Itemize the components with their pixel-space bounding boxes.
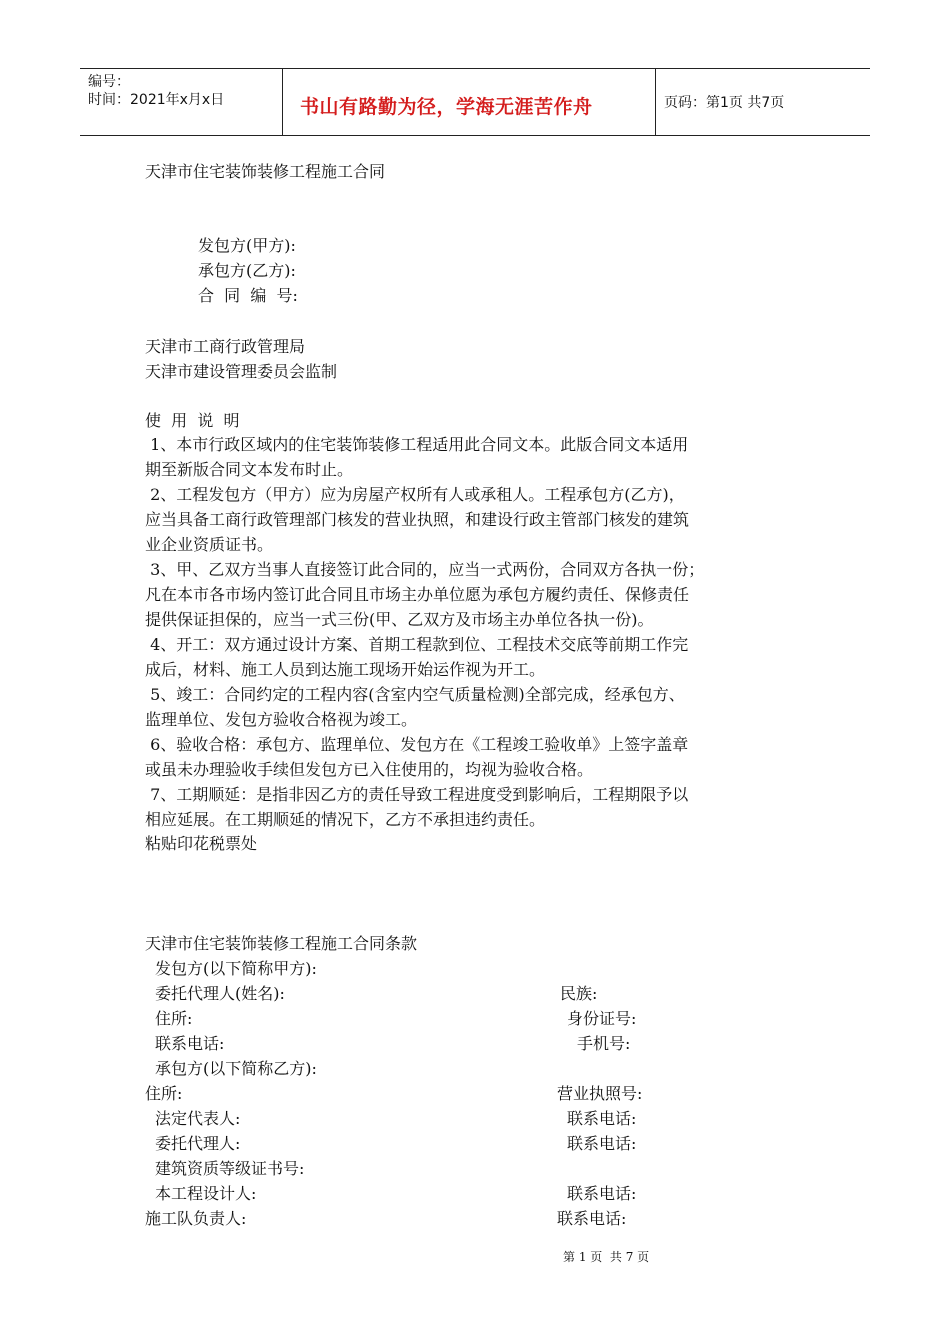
instruction-line: 6、验收合格：承包方、监理单位、发包方在《工程竣工验收单》上签字盖章 xyxy=(145,735,689,754)
term-left-label: 联系电话: xyxy=(155,1034,225,1053)
header-divider-left xyxy=(282,68,283,135)
term-left-label: 施工队负责人: xyxy=(145,1209,247,1228)
instruction-line: 相应延展。在工期顺延的情况下，乙方不承担违约责任。 xyxy=(145,810,546,829)
issuing-org-1: 天津市工商行政管理局 xyxy=(145,337,306,356)
term-right-label: 联系电话: xyxy=(567,1134,637,1153)
term-right-label: 联系电话: xyxy=(567,1109,637,1128)
term-left-label: 本工程设计人: xyxy=(155,1184,257,1203)
instruction-line: 或虽未办理验收手续但发包方已入住使用的，均视为验收合格。 xyxy=(145,760,594,779)
term-right-label: 民族: xyxy=(560,984,598,1003)
party-b-label: 承包方(乙方): xyxy=(198,261,296,280)
terms-title: 天津市住宅装饰装修工程施工合同条款 xyxy=(145,934,418,953)
doc-date-label: 时间：2021年x月x日 xyxy=(88,92,225,108)
contract-number-label: 合 同 编 号: xyxy=(198,286,298,305)
instruction-line: 4、开工：双方通过设计方案、首期工程款到位、工程技术交底等前期工作完 xyxy=(145,635,689,654)
instruction-line: 1、本市行政区域内的住宅装饰装修工程适用此合同文本。此版合同文本适用 xyxy=(145,435,689,454)
instruction-line: 期至新版合同文本发布时止。 xyxy=(145,460,354,479)
party-a-label: 发包方(甲方): xyxy=(198,236,296,255)
header-bottom-rule xyxy=(80,135,870,136)
term-left-label: 委托代理人: xyxy=(155,1134,241,1153)
instruction-line: 3、甲、乙双方当事人直接签订此合同的，应当一式两份，合同双方各执一份； xyxy=(145,560,705,579)
header-motto: 书山有路勤为径，学海无涯苦作舟 xyxy=(300,96,593,118)
term-left-label: 住所: xyxy=(145,1084,183,1103)
instruction-line: 2、工程发包方（甲方）应为房屋产权所有人或承租人。工程承包方(乙方)， xyxy=(145,485,685,504)
term-right-label: 联系电话: xyxy=(567,1184,637,1203)
page-indicator: 页码：第1页 共7页 xyxy=(664,95,785,111)
header-divider-right xyxy=(655,68,656,135)
term-right-label: 身份证号: xyxy=(567,1009,637,1028)
term-right-label: 手机号: xyxy=(577,1034,631,1053)
instruction-line: 业企业资质证书。 xyxy=(145,535,274,554)
instruction-line: 5、竣工：合同约定的工程内容(含室内空气质量检测)全部完成，经承包方、 xyxy=(145,685,685,704)
instruction-line: 监理单位、发包方验收合格视为竣工。 xyxy=(145,710,418,729)
term-left-label: 建筑资质等级证书号: xyxy=(155,1159,305,1178)
doc-number-label: 编号： xyxy=(88,74,130,90)
term-left-label: 承包方(以下简称乙方): xyxy=(155,1059,317,1078)
header-top-rule xyxy=(80,68,870,69)
issuing-org-2: 天津市建设管理委员会监制 xyxy=(145,362,338,381)
term-right-label: 联系电话: xyxy=(557,1209,627,1228)
instruction-line: 7、工期顺延：是指非因乙方的责任导致工程进度受到影响后，工程期限予以 xyxy=(145,785,689,804)
instructions-heading: 使 用 说 明 xyxy=(145,411,240,430)
contract-title: 天津市住宅装饰装修工程施工合同 xyxy=(145,162,386,181)
page-footer: 第 1 页 共 7 页 xyxy=(563,1250,650,1264)
term-left-label: 委托代理人(姓名): xyxy=(155,984,285,1003)
term-left-label: 法定代表人: xyxy=(155,1109,241,1128)
term-left-label: 发包方(以下简称甲方): xyxy=(155,959,317,978)
instruction-line: 凡在本市各市场内签订此合同且市场主办单位愿为承包方履约责任、保修责任 xyxy=(145,585,690,604)
stamp-note: 粘贴印花税票处 xyxy=(145,834,258,853)
term-right-label: 营业执照号: xyxy=(557,1084,643,1103)
instruction-line: 提供保证担保的，应当一式三份(甲、乙双方及市场主办单位各执一份)。 xyxy=(145,610,654,629)
term-left-label: 住所: xyxy=(155,1009,193,1028)
instruction-line: 成后，材料、施工人员到达施工现场开始运作视为开工。 xyxy=(145,660,546,679)
instruction-line: 应当具备工商行政管理部门核发的营业执照，和建设行政主管部门核发的建筑 xyxy=(145,510,690,529)
